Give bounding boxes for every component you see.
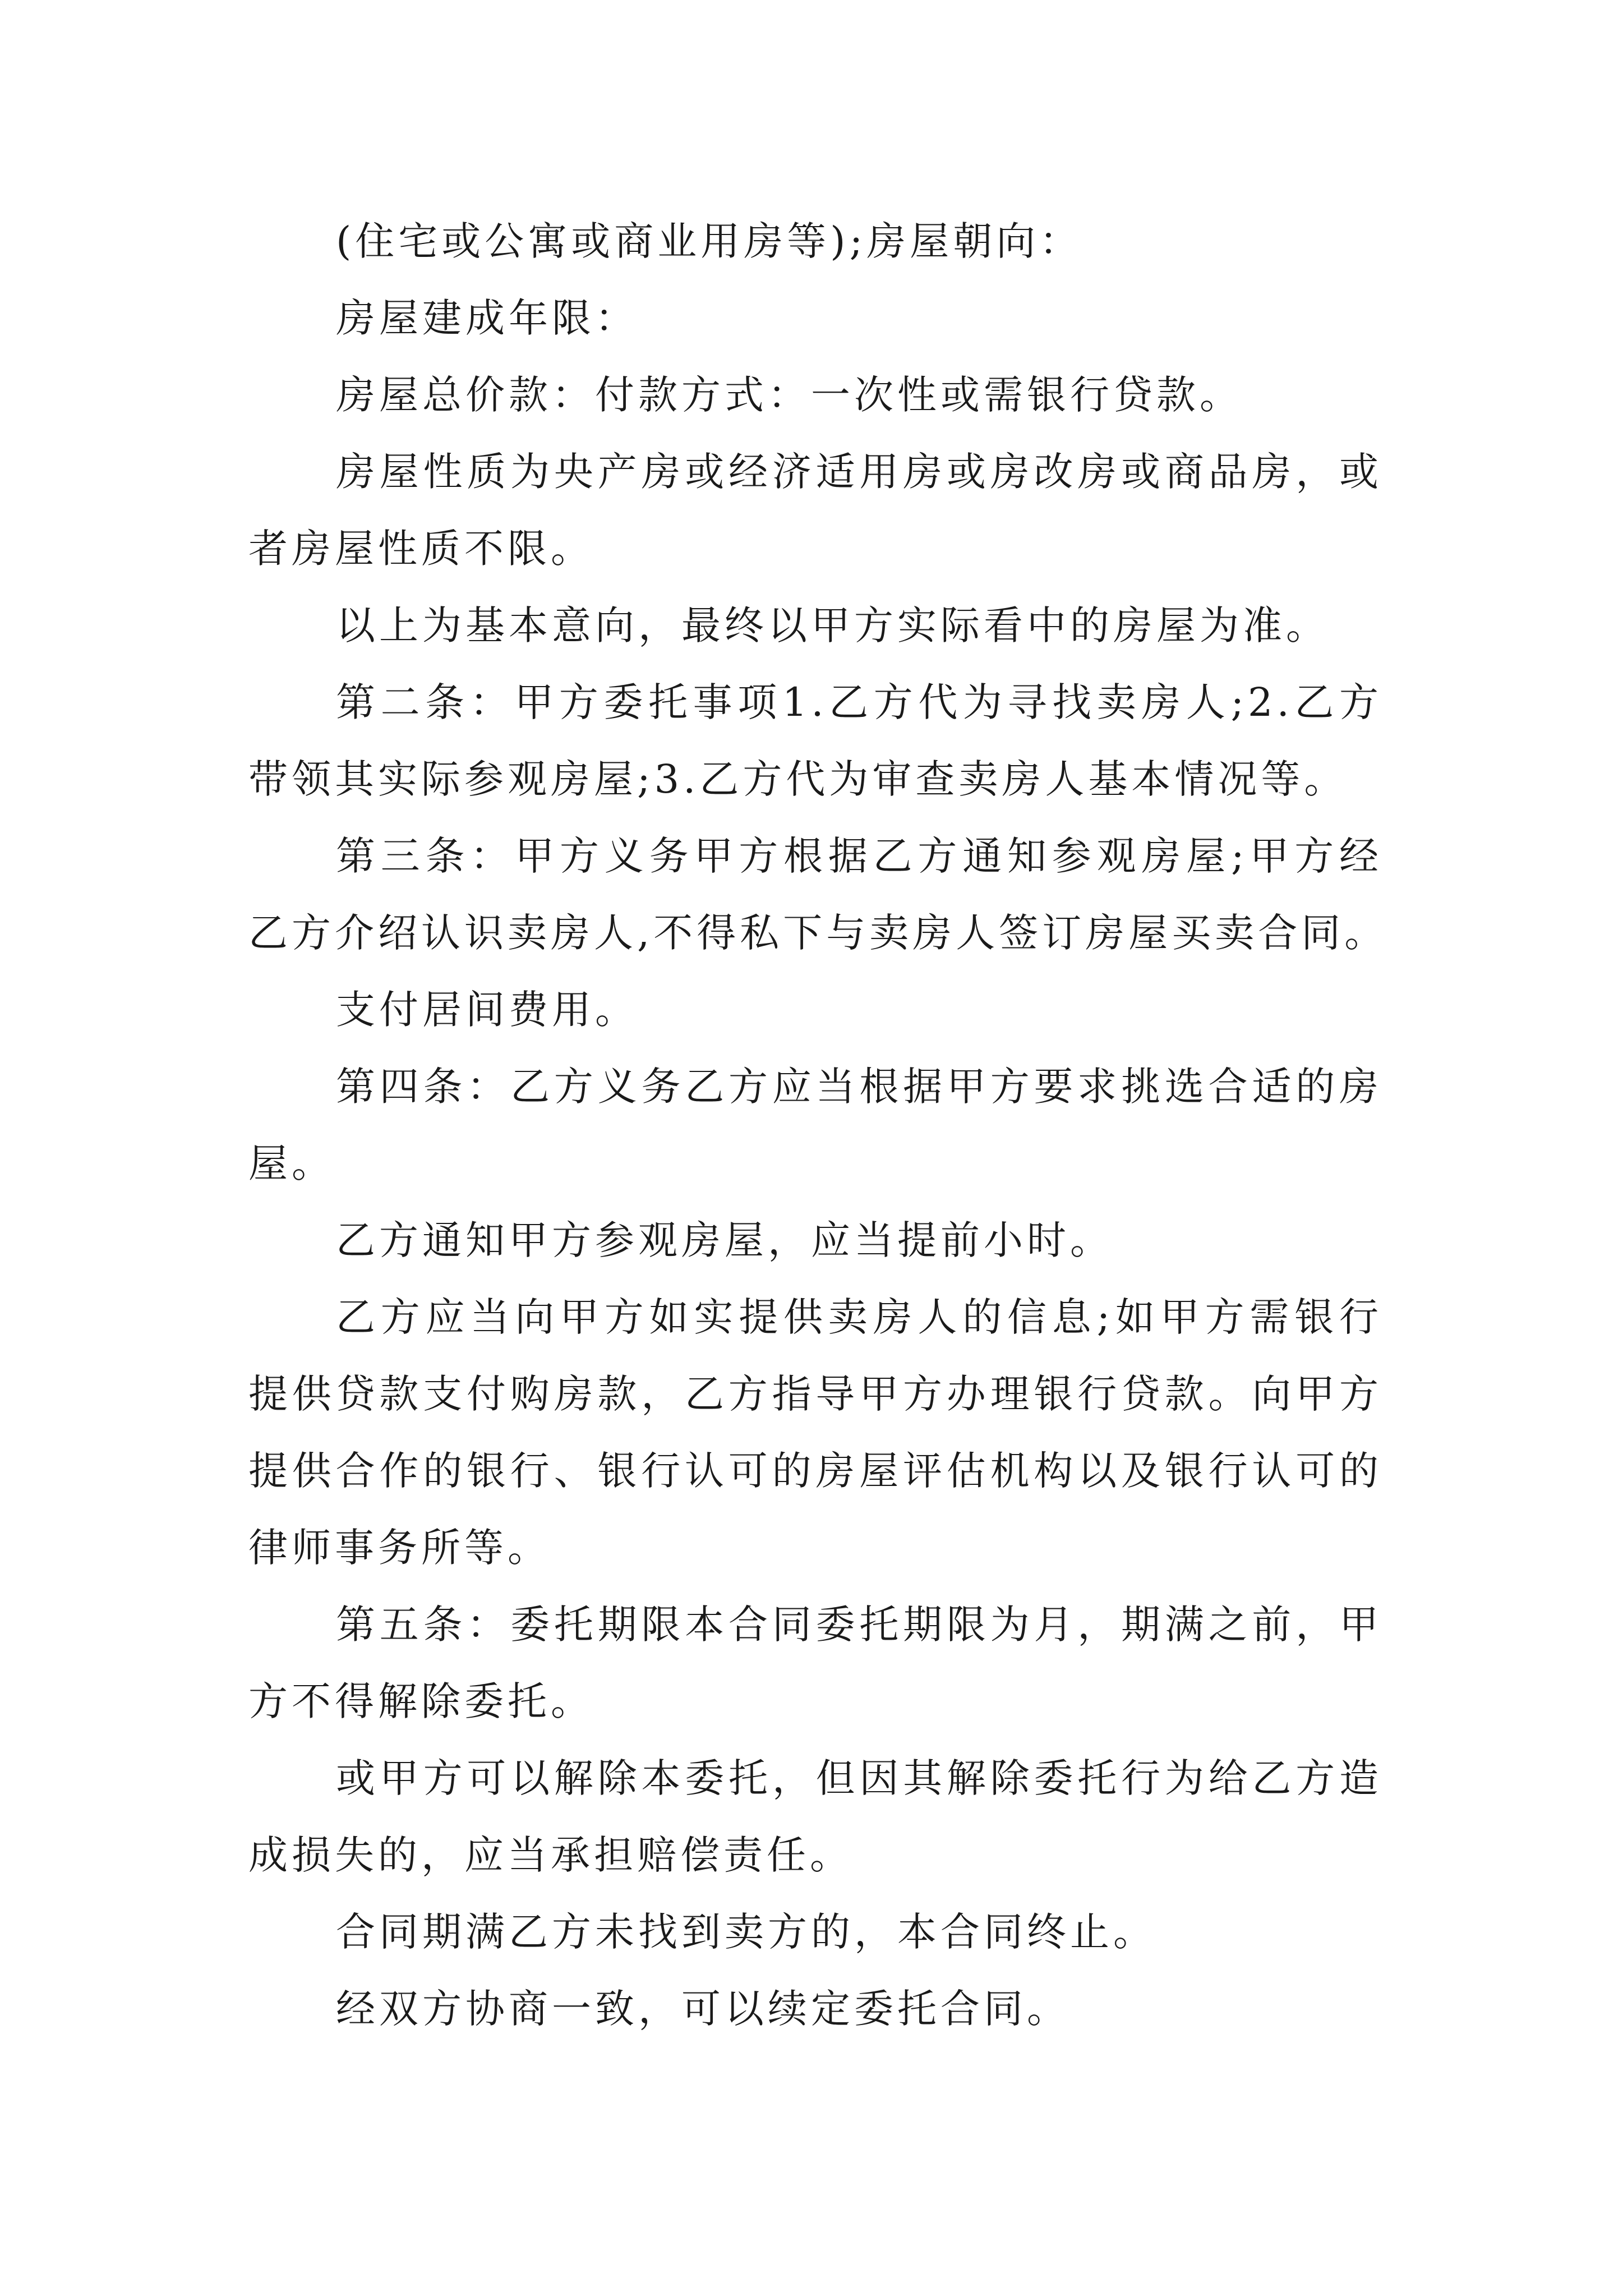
paragraph-line: 以上为基本意向，最终以甲方实际看中的房屋为准。: [336, 602, 1329, 648]
paragraph-basic-intent: [248, 587, 1382, 664]
paragraph-line: 屋。: [248, 1140, 335, 1186]
paragraph-article-2: [248, 664, 1382, 818]
paragraph-article-4: [248, 1048, 1382, 1202]
paragraph-viewing-notice: [248, 1202, 1382, 1279]
paragraph-line: 第二条：甲方委托事项1.乙方代为寻找卖房人;2.乙方: [336, 679, 1382, 725]
paragraph-line: 乙方应当向甲方如实提供卖房人的信息;如甲方需银行: [336, 1294, 1382, 1340]
paragraph-article-5: [248, 1586, 1382, 1740]
paragraph-line: (住宅或公寓或商业用房等);房屋朝向：: [336, 218, 1083, 264]
paragraph-line: 房屋总价款：付款方式：一次性或需银行贷款。: [336, 372, 1243, 418]
paragraph-house-nature: [248, 434, 1382, 587]
paragraph-line: 第五条：委托期限本合同委托期限为月，期满之前，甲: [336, 1602, 1382, 1648]
paragraph-pay-fee: [248, 972, 1382, 1048]
paragraph-seller-info: [248, 1279, 1382, 1586]
paragraph-termination-liability: [248, 1740, 1382, 1894]
paragraph-line: 或甲方可以解除本委托，但因其解除委托行为给乙方造: [336, 1755, 1382, 1801]
paragraph-line: 乙方介绍认识卖房人,不得私下与卖房人签订房屋买卖合同。: [248, 910, 1388, 956]
paragraph-line: 带领其实际参观房屋;3.乙方代为审查卖房人基本情况等。: [248, 756, 1348, 802]
paragraph-line: 房屋建成年限：: [336, 295, 638, 341]
paragraph-article-3: [248, 818, 1388, 972]
paragraph-line: 提供贷款支付购房款，乙方指导甲方办理银行贷款。向甲方: [248, 1371, 1382, 1417]
paragraph-contract-expiry: [248, 1894, 1382, 1971]
paragraph-line: 房屋性质为央产房或经济适用房或房改房或商品房，或: [336, 449, 1382, 495]
paragraph-line: 第四条：乙方义务乙方应当根据甲方要求挑选合适的房: [336, 1064, 1382, 1110]
paragraph-line: 提供合作的银行、银行认可的房屋评估机构以及银行认可的: [248, 1448, 1382, 1494]
paragraph-total-price: [248, 357, 1382, 434]
paragraph-line: 律师事务所等。: [248, 1525, 551, 1571]
paragraph-line: 支付居间费用。: [336, 987, 638, 1033]
paragraph-line: 者房屋性质不限。: [248, 526, 594, 572]
paragraph-renewal: [248, 1971, 1382, 2047]
paragraph-line: 乙方通知甲方参观房屋，应当提前小时。: [336, 1217, 1113, 1263]
paragraph-build-year: [248, 280, 1382, 357]
paragraph-line: 第三条：甲方义务甲方根据乙方通知参观房屋;甲方经: [336, 833, 1382, 879]
document-body: [248, 203, 1388, 2047]
paragraph-line: 经双方协商一致，可以续定委托合同。: [336, 1986, 1070, 2032]
paragraph-line: 合同期满乙方未找到卖方的，本合同终止。: [336, 1909, 1156, 1955]
paragraph-line: 方不得解除委托。: [248, 1678, 594, 1724]
paragraph-line: 成损失的，应当承担赔偿责任。: [248, 1832, 853, 1878]
paragraph-house-type-orientation: [248, 203, 1382, 280]
